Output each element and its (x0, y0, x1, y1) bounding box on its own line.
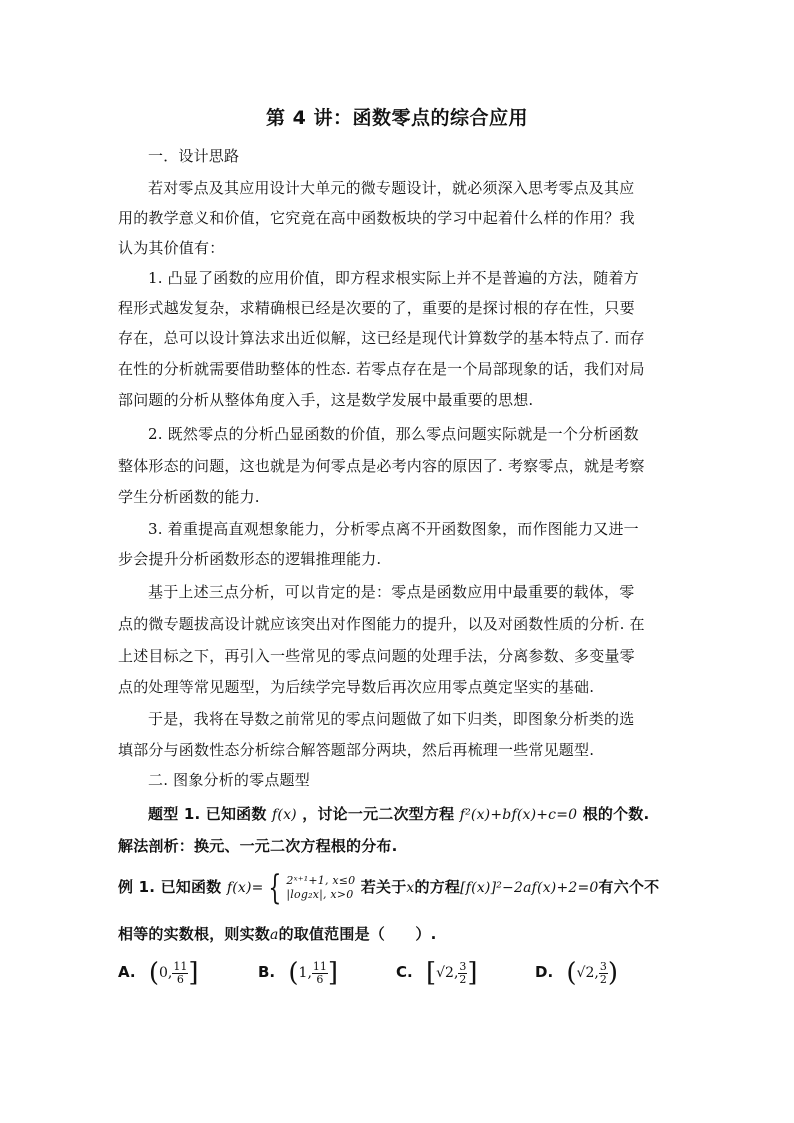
paragraph-line: 认为其价值有： (118, 239, 225, 257)
fraction: $\frac{3}{2}$ (599, 959, 607, 986)
section-heading-2: 二. 图象分析的零点题型 (148, 771, 310, 789)
type1-middle: ，讨论一元二次型方程 (302, 805, 455, 823)
question-type-1 (148, 804, 678, 825)
option-value: (0, $\frac{11}{6}$ ] (148, 958, 199, 988)
piecewise-case-1: 2ˣ⁺¹+1, x≤0 (286, 873, 356, 887)
paragraph-line: 于是，我将在导数之前常见的零点问题做了如下归类，即图象分析类的选 (148, 710, 635, 728)
fraction: $\frac{11}{6}$ (312, 959, 327, 986)
piecewise-function (264, 867, 356, 908)
example-1 (118, 867, 678, 908)
type1-equation: f²(x)+bf(x)+c=0 (459, 807, 578, 823)
option-value: [√2, $\frac{3}{2}$ ] (425, 958, 478, 988)
fraction: $\frac{11}{6}$ (173, 959, 188, 986)
option-d[interactable] (535, 958, 618, 988)
paragraph-line: 程形式越发复杂，求精确根已经是次要的了，重要的是探讨根的存在性，只要 (118, 299, 635, 317)
type1-function: f(x) (272, 807, 297, 823)
paragraph-line: 整体形态的问题，这也就是为何零点是必考内容的原因了. 考察零点，就是考察 (118, 457, 645, 475)
option-label: B. (258, 963, 276, 981)
example-line2-suffix: 的取值范围是（ ）. (278, 925, 437, 943)
paragraph-line: 点的处理等常见题型，为后续学完导数后再次应用零点奠定坚实的基础. (118, 678, 595, 696)
page-title: 第 4 讲：函数零点的综合应用 (266, 107, 528, 129)
option-label: A. (118, 963, 136, 981)
paragraph-line: 部问题的分析从整体角度入手，这是数学发展中最重要的思想. (118, 391, 534, 409)
option-c[interactable] (396, 958, 478, 988)
example-var: x (406, 880, 415, 896)
paragraph-line: 3. 着重提高直观想象能力，分析零点离不开函数图象，而作图能力又进一 (148, 520, 639, 538)
option-a[interactable] (118, 958, 199, 988)
paragraph-line: 若对零点及其应用设计大单元的微专题设计，就必须深入思考零点及其应 (148, 179, 635, 197)
method-analysis: 解法剖析：换元、一元二次方程根的分布. (118, 837, 398, 855)
type1-prefix: 题型 1. 已知函数 (148, 805, 267, 823)
type1-suffix: 根的个数. (582, 805, 650, 823)
example-line2-prefix: 相等的实数根，则实数 (118, 925, 271, 943)
option-label: D. (535, 963, 554, 981)
paragraph-line: 点的微专题拔高设计就应该突出对作图能力的提升，以及对函数性质的分析. 在 (118, 615, 645, 633)
paragraph-line: 学生分析函数的能力. (118, 488, 260, 506)
example-fdef: f(x)= (226, 880, 264, 896)
option-value: (√2, $\frac{3}{2}$ ) (566, 958, 618, 988)
paragraph-line: 2. 既然零点的分析凸显函数的价值，那么零点问题实际就是一个分析函数 (148, 425, 639, 443)
example-equation: [f(x)]²−2af(x)+2=0 (460, 880, 599, 896)
paragraph-line: 基于上述三点分析，可以肯定的是：零点是函数应用中最重要的载体，零 (148, 583, 635, 601)
fraction: $\frac{3}{2}$ (459, 959, 467, 986)
example-suffix: 有六个不 (598, 878, 660, 896)
section-heading-1: 一．设计思路 (148, 147, 240, 165)
option-label: C. (396, 963, 413, 981)
paragraph-line: 1. 凸显了函数的应用价值，即方程求根实际上并不是普遍的方法，随着方 (148, 269, 639, 287)
left-brace-icon: { (267, 867, 282, 908)
paragraph-line: 存在，总可以设计算法求出近似解，这已经是现代计算数学的基本特点了. 而存 (118, 329, 645, 347)
example-1-line-2 (118, 924, 678, 945)
example-middle2: 的方程 (414, 878, 461, 896)
paragraph-line: 用的教学意义和价值，它究竟在高中函数板块的学习中起着什么样的作用？我 (118, 209, 635, 227)
option-b[interactable] (258, 958, 338, 988)
example-param: a (270, 927, 279, 943)
example-middle: 若关于 (360, 878, 407, 896)
paragraph-line: 上述目标之下，再引入一些常见的零点问题的处理手法，分离参数、多变量零 (118, 647, 635, 665)
paragraph-line: 填部分与函数性态分析综合解答题部分两块，然后再梳理一些常见题型. (118, 741, 595, 759)
example-prefix: 例 1. 已知函数 (118, 878, 222, 896)
option-value: (1, $\frac{11}{6}$ ] (288, 958, 339, 988)
paragraph-line: 步会提升分析函数形态的逻辑推理能力. (118, 550, 382, 568)
piecewise-case-2: |log₂x|, x>0 (286, 887, 354, 901)
paragraph-line: 在性的分析就需要借助整体的性态. 若零点存在是一个局部现象的话，我们对局 (118, 360, 645, 378)
